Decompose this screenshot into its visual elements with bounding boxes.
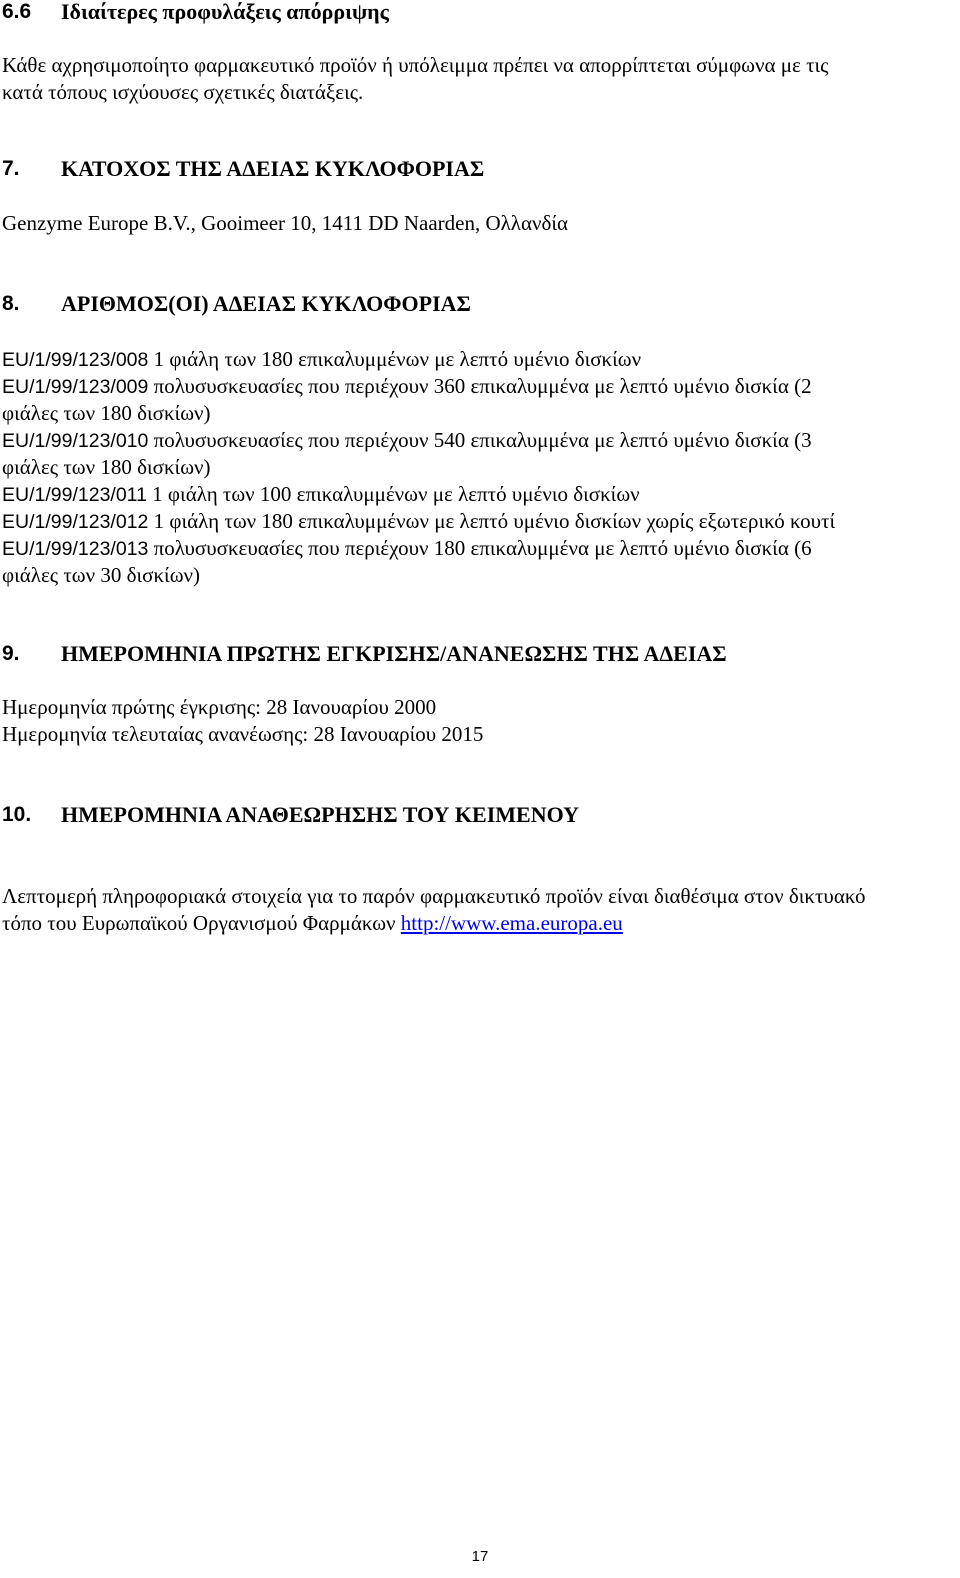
section-number: 7.: [2, 157, 20, 180]
section-title: Ιδιαίτερες προφυλάξεις απόρριψης: [61, 0, 389, 24]
disposal-paragraph: [2, 52, 952, 106]
holder-paragraph: [2, 210, 952, 237]
section-number: 8.: [2, 292, 20, 315]
authorisation-description: πολυσυσκευασίες που περιέχουν 540 επικαλυμμένα με λεπτό υμένιο δισκία (3: [148, 428, 812, 452]
section-number: 10.: [2, 803, 32, 826]
authorisation-numbers-list: [2, 346, 952, 589]
authorisation-description: πολυσυσκευασίες που περιέχουν 360 επικαλυμμένα με λεπτό υμένιο δισκία (2: [148, 374, 812, 398]
page-number: 17: [471, 1548, 489, 1565]
paragraph-line: Κάθε αχρησιμοποίητο φαρμακευτικό προϊόν ή υπόλειμμα πρέπει να απορρίπτεται σύμφωνα με τις: [2, 53, 829, 77]
approval-dates: [2, 694, 952, 748]
list-item: [2, 427, 952, 454]
authorisation-description: 1 φιάλη των 100 επικαλυμμένων με λεπτό υμένιο δισκίων: [146, 482, 640, 506]
paragraph-text: τόπο του Ευρωπαϊκού Οργανισμού Φαρμάκων: [2, 911, 401, 935]
paragraph-line: Λεπτομερή πληροφοριακά στοιχεία για το παρόν φαρμακευτικό προϊόν είναι διαθέσιμα στον δικτυακό: [2, 884, 866, 908]
first-approval-date: Ημερομηνία πρώτης έγκρισης: 28 Ιανουαρίου 2000: [2, 695, 437, 719]
authorisation-description: πολυσυσκευασίες που περιέχουν 180 επικαλυμμένα με λεπτό υμένιο δισκία (6: [148, 536, 812, 560]
authorisation-code: EU/1/99/123/010: [2, 430, 149, 452]
section-title: ΗΜΕΡΟΜΗΝΙΑ ΠΡΩΤΗΣ ΕΓΚΡΙΣΗΣ/ΑΝΑΝΕΩΣΗΣ ΤΗΣ ΑΔΕΙΑΣ: [61, 641, 727, 666]
holder-address: Genzyme Europe B.V., Gooimeer 10, 1411 DD Naarden, Ολλανδία: [2, 211, 569, 235]
authorisation-description: 1 φιάλη των 180 επικαλυμμένων με λεπτό υμένιο δισκίων χωρίς εξωτερικό κουτί: [148, 509, 836, 533]
authorisation-code: EU/1/99/123/013: [2, 538, 149, 560]
paragraph-line: κατά τόπους ισχύουσες σχετικές διατάξεις.: [2, 80, 364, 104]
list-item: [2, 373, 952, 400]
list-item: [2, 535, 952, 562]
authorisation-code: EU/1/99/123/008: [2, 349, 149, 371]
authorisation-code: EU/1/99/123/012: [2, 511, 149, 533]
section-title: ΚΑΤΟΧΟΣ ΤΗΣ ΑΔΕΙΑΣ ΚΥΚΛΟΦΟΡΙΑΣ: [61, 156, 485, 181]
list-item: [2, 346, 952, 373]
revision-paragraph: [2, 883, 952, 937]
paragraph-line: [2, 910, 952, 937]
ema-website-link[interactable]: http://www.ema.europa.eu: [400, 911, 623, 935]
authorisation-description: 1 φιάλη των 180 επικαλυμμένων με λεπτό υμένιο δισκίων: [148, 347, 642, 371]
section-number: 9.: [2, 642, 20, 665]
list-item-continuation: φιάλες των 30 δισκίων): [2, 563, 201, 587]
authorisation-code: EU/1/99/123/009: [2, 376, 149, 398]
list-item-continuation: φιάλες των 180 δισκίων): [2, 455, 211, 479]
section-number: 6.6: [2, 0, 32, 23]
list-item: [2, 481, 952, 508]
section-title: ΗΜΕΡΟΜΗΝΙΑ ΑΝΑΘΕΩΡΗΣΗΣ ΤΟΥ ΚΕΙΜΕΝΟΥ: [61, 802, 580, 827]
list-item: [2, 508, 952, 535]
authorisation-code: EU/1/99/123/011: [2, 484, 147, 506]
list-item-continuation: φιάλες των 180 δισκίων): [2, 401, 211, 425]
last-renewal-date: Ημερομηνία τελευταίας ανανέωσης: 28 Ιανουαρίου 2015: [2, 722, 484, 746]
section-title: ΑΡΙΘΜΟΣ(ΟΙ) ΑΔΕΙΑΣ ΚΥΚΛΟΦΟΡΙΑΣ: [61, 291, 471, 316]
